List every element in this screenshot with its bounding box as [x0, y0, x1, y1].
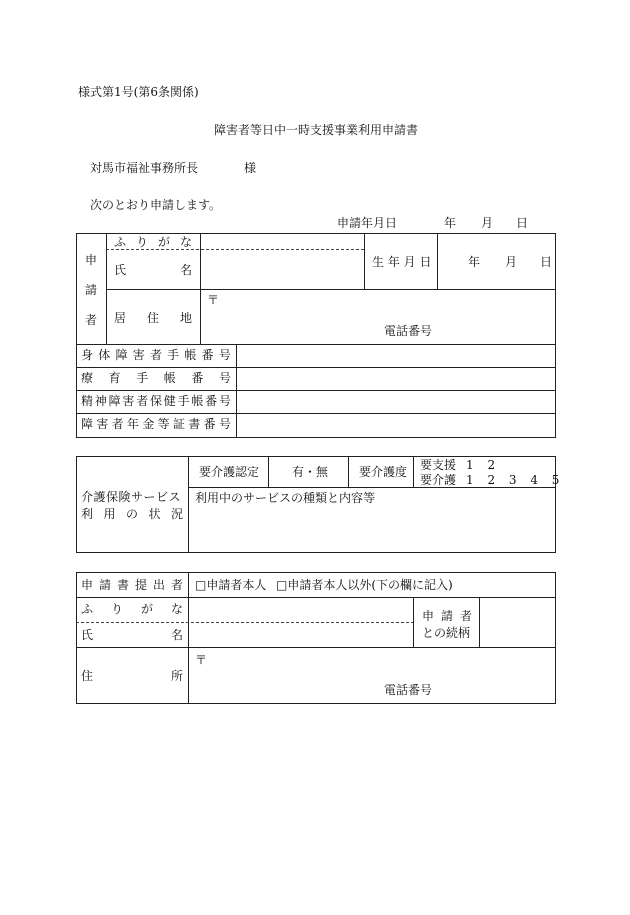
submitter-char: 請 — [98, 578, 111, 592]
submitter-option-self[interactable]: □申請者本人 — [195, 578, 267, 592]
applicant-furigana-field[interactable] — [201, 234, 363, 248]
care-level-sublabel: 要介護 — [420, 473, 457, 487]
relation-char: 者 — [459, 609, 472, 623]
address-char: 住 — [146, 311, 159, 325]
physical-disability-cert-label — [81, 349, 231, 361]
cert-char: 療 — [81, 371, 94, 385]
relationship-label-line2: との続柄 — [422, 626, 471, 640]
care-insurance-label-line1: 介護保険サービス — [81, 490, 182, 504]
cert-char: 育 — [108, 371, 121, 385]
furigana-char: な — [179, 235, 192, 249]
applicant-label-char: 申 — [84, 253, 97, 267]
applicant-dob-day[interactable]: 日 — [540, 255, 553, 269]
cert-char: 者 — [111, 417, 124, 431]
support-level-options[interactable]: 1 2 — [466, 458, 500, 472]
cert-char: 保 — [149, 394, 162, 408]
physical-disability-cert-field[interactable] — [237, 345, 555, 367]
cert-char: 障 — [81, 417, 94, 431]
cert-char: 証 — [172, 417, 185, 431]
cert-char: 番 — [191, 371, 204, 385]
name-char: 名 — [170, 628, 183, 642]
cert-char: 年 — [126, 417, 139, 431]
rehabilitation-cert-label — [81, 372, 231, 384]
submitter-label — [81, 579, 183, 591]
cert-char: 害 — [122, 394, 135, 408]
cert-char: 身 — [81, 348, 94, 362]
furigana-char: が — [140, 602, 153, 616]
mental-health-cert-label — [81, 395, 231, 407]
cert-char: 健 — [163, 394, 176, 408]
care-insurance-label-line2 — [81, 508, 183, 520]
cert-char: 号 — [218, 348, 231, 362]
furigana-char: ふ — [114, 235, 127, 249]
submitter-address-field[interactable] — [210, 650, 550, 680]
care-label-char: 況 — [170, 507, 183, 521]
furigana-char: ふ — [81, 602, 94, 616]
applicant-dob-month[interactable]: 月 — [505, 255, 518, 269]
submitter-furigana-field[interactable] — [189, 598, 412, 621]
furigana-char: り — [110, 602, 123, 616]
submitter-char: 提 — [134, 578, 147, 592]
cert-char: 障 — [108, 394, 121, 408]
cert-char: 金 — [142, 417, 155, 431]
application-date-day[interactable]: 日 — [516, 216, 529, 230]
submitter-char: 申 — [81, 578, 94, 592]
intro-text: 次のとおり申請します。 — [90, 198, 222, 212]
cert-char: 神 — [94, 394, 107, 408]
submitter-furigana-label — [81, 603, 183, 615]
cert-char: 者 — [136, 394, 149, 408]
submitter-option-other[interactable]: □申請者本人以外(下の欄に記入) — [276, 578, 453, 592]
cert-char: 帳 — [191, 394, 204, 408]
cert-char: 番 — [201, 348, 214, 362]
form-number: 様式第1号(第6条関係) — [78, 85, 199, 99]
name-char: 氏 — [81, 628, 94, 642]
cert-char: 手 — [167, 348, 180, 362]
care-label-char: 用 — [103, 507, 116, 521]
cert-char: 精 — [81, 394, 94, 408]
cert-char: 帳 — [184, 348, 197, 362]
mental-health-cert-field[interactable] — [237, 391, 555, 413]
cert-char: 番 — [205, 394, 218, 408]
form-title: 障害者等日中一時支援事業利用申請書 — [214, 123, 419, 137]
applicant-furigana-label — [114, 236, 192, 248]
applicant-label-char: 者 — [84, 313, 97, 327]
submitter-postal-mark: 〒 — [195, 653, 208, 667]
relationship-label-line1 — [422, 610, 472, 622]
application-date-month[interactable]: 月 — [481, 216, 494, 230]
pension-cert-field[interactable] — [237, 414, 555, 436]
cert-char: 書 — [188, 417, 201, 431]
care-level-options[interactable]: 1 2 3 4 5 — [466, 473, 564, 487]
application-date-year[interactable]: 年 — [444, 216, 457, 230]
care-certification-label: 要介護認定 — [199, 465, 260, 479]
furigana-char: り — [135, 235, 148, 249]
cert-char: 者 — [149, 348, 162, 362]
address-char: 所 — [170, 669, 183, 683]
applicant-name-label — [114, 264, 192, 276]
name-char: 名 — [179, 263, 192, 277]
cert-char: 手 — [177, 394, 190, 408]
services-in-use-field[interactable] — [189, 506, 555, 552]
cert-char: 番 — [203, 417, 216, 431]
applicant-label-char: 請 — [84, 283, 97, 297]
care-label-char: の — [125, 507, 138, 521]
submitter-phone-label: 電話番号 — [384, 683, 433, 697]
applicant-dob-year[interactable]: 年 — [468, 255, 481, 269]
care-label-char: 利 — [81, 507, 94, 521]
support-level-label: 要支援 — [420, 458, 457, 472]
applicant-postal-mark: 〒 — [207, 293, 220, 307]
cert-char: 等 — [157, 417, 170, 431]
name-char: 氏 — [114, 263, 127, 277]
cert-char: 号 — [218, 417, 231, 431]
cert-char: 号 — [218, 371, 231, 385]
cert-char: 帳 — [163, 371, 176, 385]
addressee: 対馬市福祉事務所長 — [90, 161, 199, 175]
applicant-name-field[interactable] — [201, 251, 363, 288]
care-label-char: 状 — [148, 507, 161, 521]
applicant-dob-label: 生 年 月 日 — [372, 255, 432, 269]
submitter-name-field[interactable] — [189, 624, 412, 646]
care-certification-value[interactable]: 有・無 — [292, 465, 329, 479]
relation-char: 請 — [440, 609, 453, 623]
address-char: 地 — [179, 311, 192, 325]
cert-char: 手 — [136, 371, 149, 385]
furigana-char: が — [157, 235, 170, 249]
rehabilitation-cert-field[interactable] — [237, 368, 555, 390]
furigana-char: な — [170, 602, 183, 616]
applicant-section-label — [84, 254, 98, 326]
honorific: 様 — [244, 161, 257, 175]
submitter-char: 出 — [152, 578, 165, 592]
relationship-field[interactable] — [480, 598, 555, 647]
cert-char: 害 — [132, 348, 145, 362]
relation-char: 申 — [422, 609, 435, 623]
submitter-name-label — [81, 629, 183, 641]
pension-cert-label — [81, 418, 231, 430]
submitter-char: 者 — [170, 578, 183, 592]
applicant-phone-label: 電話番号 — [384, 324, 433, 338]
submitter-address-label — [81, 670, 183, 682]
address-char: 居 — [114, 311, 127, 325]
application-date-label: 申請年月日 — [337, 216, 398, 230]
applicant-address-label — [114, 312, 192, 324]
address-char: 住 — [81, 669, 94, 683]
care-level-label: 要介護度 — [359, 465, 408, 479]
services-in-use-label: 利用中のサービスの種類と内容等 — [195, 491, 376, 505]
cert-char: 害 — [96, 417, 109, 431]
cert-char: 号 — [218, 394, 231, 408]
applicant-address-field[interactable] — [222, 291, 552, 321]
cert-char: 体 — [98, 348, 111, 362]
submitter-char: 書 — [116, 578, 129, 592]
cert-char: 障 — [115, 348, 128, 362]
